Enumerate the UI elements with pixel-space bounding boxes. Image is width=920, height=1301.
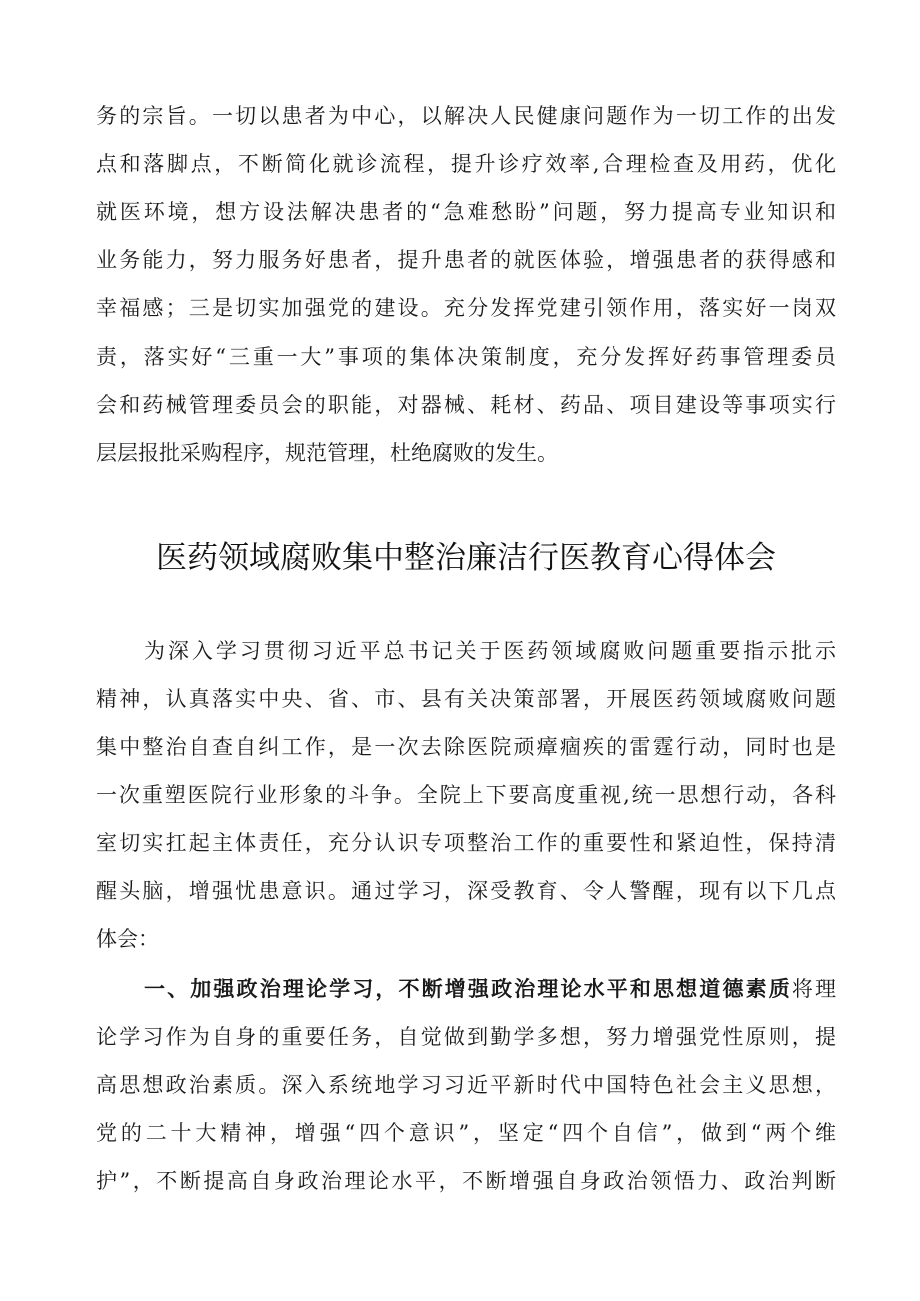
section-heading-tail: 将理 xyxy=(791,977,836,1001)
paragraph-line: 责，落实好“三重一大”事项的集体决策制度，充分发挥好药事管理委员 xyxy=(96,345,836,369)
paragraph-line: 层层报批采购程序，规范管理，杜绝腐败的发生。 xyxy=(96,441,558,465)
paragraph-line: 论学习作为自身的重要任务，自觉做到勤学多想，努力增强党性原则，提 xyxy=(96,1025,836,1049)
paragraph-line: 室切实扛起主体责任，充分认识专项整治工作的重要性和紧迫性，保持清 xyxy=(96,831,836,855)
paragraph-line: 体会： xyxy=(96,927,159,951)
paragraph-line: 业务能力，努力服务好患者，提升患者的就医体验，增强患者的获得感和 xyxy=(96,248,836,272)
paragraph-line: 一次重塑医院行业形象的斗争。全院上下要高度重视,统一思想行动，各科 xyxy=(96,783,836,807)
paragraph-line: 就医环境，想方设法解决患者的“急难愁盼”问题，努力提高专业知识和 xyxy=(96,200,836,224)
paragraph-line: 会和药械管理委员会的职能，对器械、耗材、药品、项目建设等事项实行 xyxy=(96,393,836,417)
paragraph-line: 务的宗旨。一切以患者为中心，以解决人民健康问题作为一切工作的出发 xyxy=(96,104,836,128)
paragraph-line: 高思想政治素质。深入系统地学习习近平新时代中国特色社会主义思想， xyxy=(96,1073,836,1097)
article-title: 医药领域腐败集中整治廉洁行医教育心得体会 xyxy=(156,540,776,576)
paragraph-line: 为深入学习贯彻习近平总书记关于医药领域腐败问题重要指示批示 xyxy=(144,639,836,663)
section-heading-line xyxy=(144,971,836,1007)
section-heading: 一、加强政治理论学习，不断增强政治理论水平和思想道德素质 xyxy=(144,977,792,1001)
paragraph-line: 幸福感；三是切实加强党的建设。充分发挥党建引领作用，落实好一岗双 xyxy=(96,296,836,320)
paragraph-line: 精神，认真落实中央、省、市、县有关决策部署，开展医药领域腐败问题 xyxy=(96,687,836,711)
paragraph-line: 醒头脑，增强忧患意识。通过学习，深受教育、令人警醒，现有以下几点 xyxy=(96,879,836,903)
paragraph-line: 点和落脚点，不断简化就诊流程，提升诊疗效率,合理检查及用药，优化 xyxy=(96,152,836,176)
paragraph-line: 集中整治自查自纠工作，是一次去除医院顽瘴痼疾的雷霆行动，同时也是 xyxy=(96,735,836,759)
paragraph-line: 护”，不断提高自身政治理论水平，不断增强自身政治领悟力、政治判断 xyxy=(96,1169,836,1193)
paragraph-line: 党的二十大精神，增强“四个意识”，坚定“四个自信”，做到“两个维 xyxy=(96,1121,836,1145)
